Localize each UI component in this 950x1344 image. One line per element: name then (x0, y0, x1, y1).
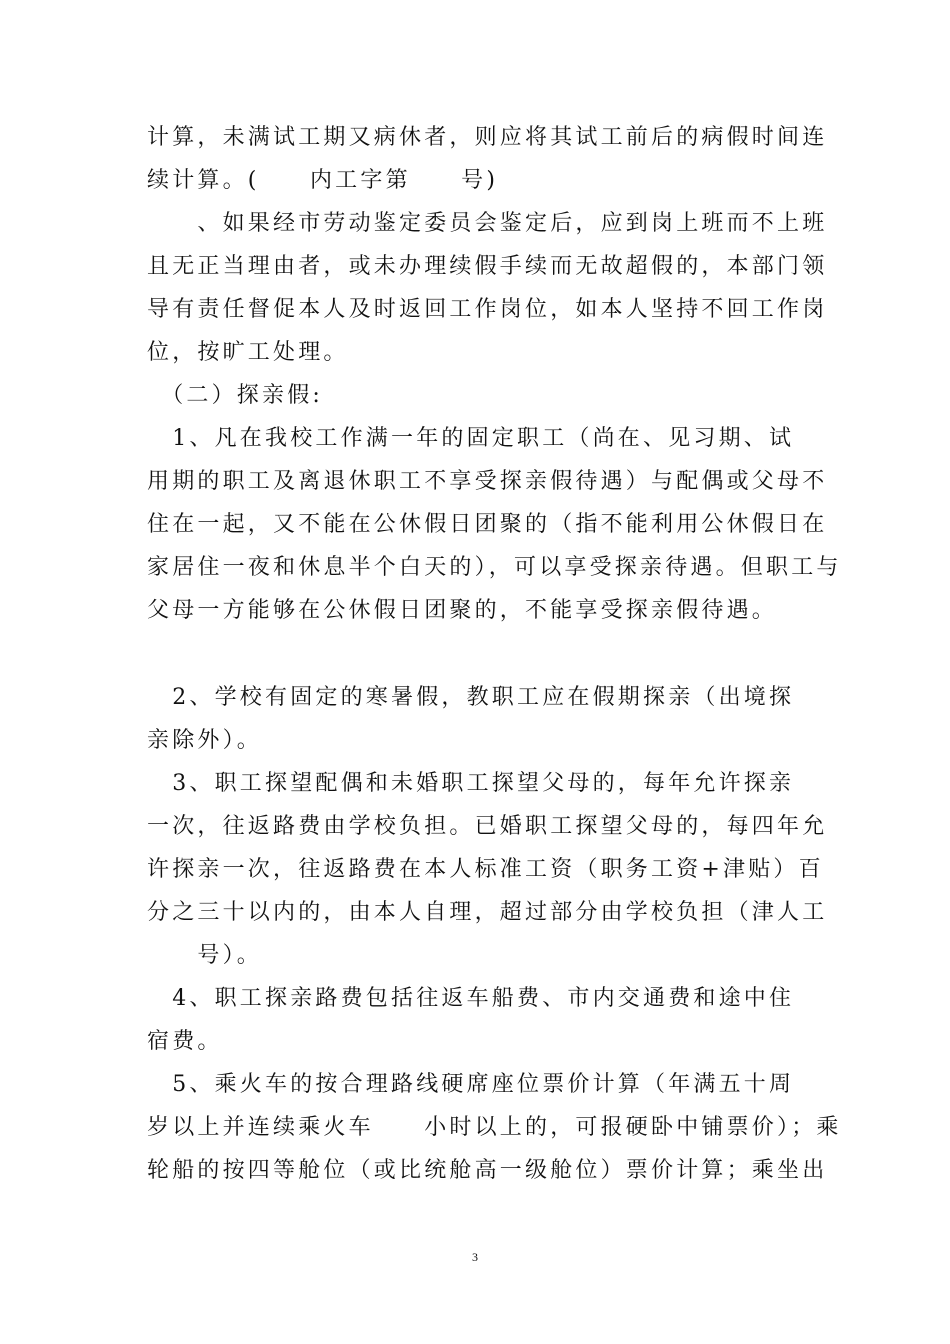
text-line: 位，按旷工处理。 (147, 340, 349, 365)
text-line: 亲除外）。 (147, 728, 263, 753)
page-number: 3 (472, 1250, 478, 1264)
text-line: 家居住一夜和休息半个白天的），可以享受探亲待遇。但职工与 (147, 555, 842, 580)
text-line: 3、职工探望配偶和未婚职工探望父母的，每年允许探亲 (147, 771, 795, 796)
text-line: 父母一方能够在公休假日团聚的，不能享受探亲假待遇。 (147, 598, 778, 623)
text-line: 分之三十以内的，由本人自理，超过部分由学校负担（津人工 (147, 900, 828, 925)
text-line: 续计算。( 内工字第 号) (147, 168, 499, 193)
text-line: 5、乘火车的按合理路线硬席座位票价计算（年满五十周 (147, 1072, 795, 1097)
text-line: 轮船的按四等舱位（或比统舱高一级舱位）票价计算；乘坐出 (147, 1158, 828, 1183)
text-line: 2、学校有固定的寒暑假，教职工应在假期探亲（出境探 (147, 685, 795, 710)
text-line: 1、凡在我校工作满一年的固定职工（尚在、见习期、试 (147, 426, 795, 451)
text-line: 、如果经市劳动鉴定委员会鉴定后，应到岗上班而不上班 (147, 211, 828, 236)
text-line: 宿费。 (147, 1029, 223, 1054)
section-heading: （二）探亲假: (147, 383, 324, 408)
text-line: 许探亲一次，往返路费在本人标准工资（职务工资+津贴）百 (147, 857, 824, 882)
text-line: 计算，未满试工期又病休者，则应将其试工前后的病假时间连 (147, 125, 828, 150)
text-line: 住在一起，又不能在公休假日团聚的（指不能利用公休假日在 (147, 512, 828, 537)
text-line: 且无正当理由者，或未办理续假手续而无故超假的，本部门领 (147, 254, 828, 279)
text-line: 岁以上并连续乘火车 小时以上的，可报硬卧中铺票价）；乘 (147, 1115, 842, 1140)
text-line: 用期的职工及离退休职工不享受探亲假待遇）与配偶或父母不 (147, 469, 828, 494)
text-line: 一次，往返路费由学校负担。已婚职工探望父母的，每四年允 (147, 814, 828, 839)
text-line: 导有责任督促本人及时返回工作岗位，如本人坚持不回工作岗 (147, 297, 828, 322)
text-line: 4、职工探亲路费包括往返车船费、市内交通费和途中住 (147, 986, 795, 1011)
text-line: 号）。 (147, 943, 263, 968)
